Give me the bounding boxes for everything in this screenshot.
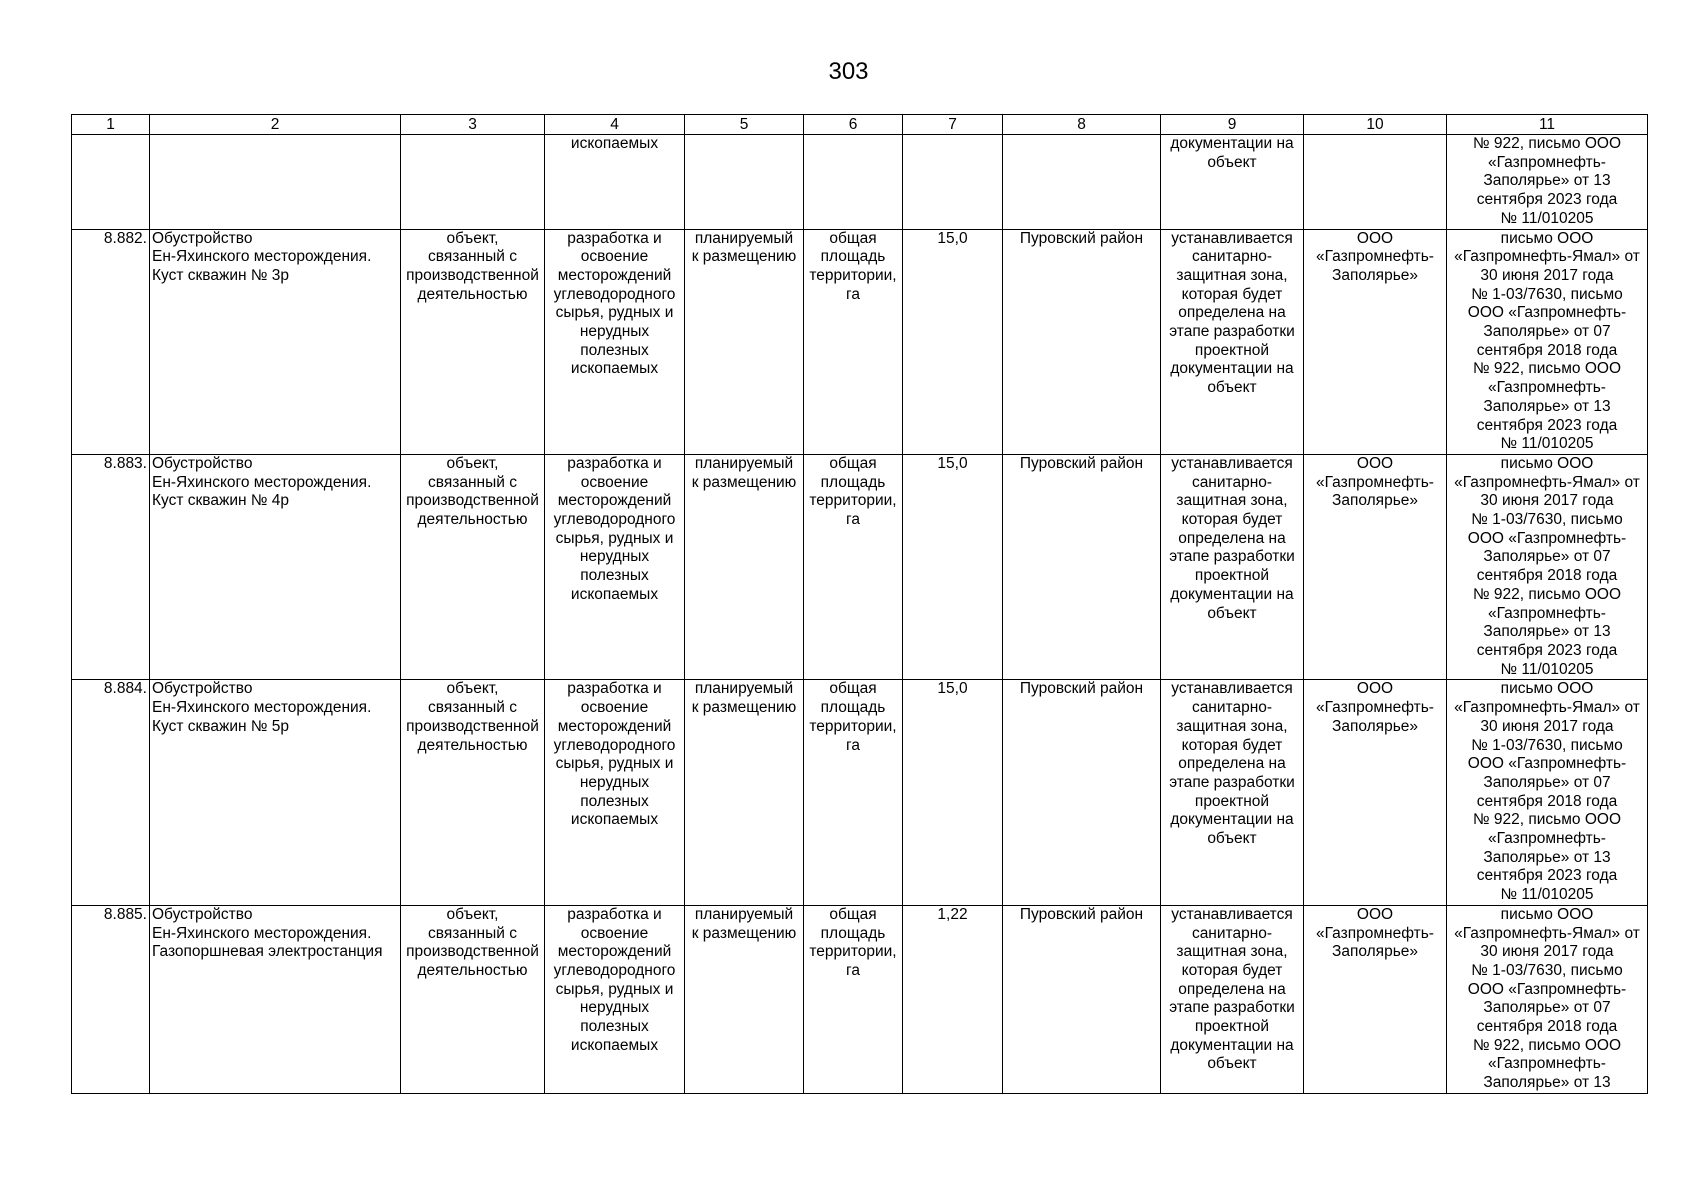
cell-line: ООО [1356,229,1394,247]
cell-line: № 1-03/7630, письмо [1471,511,1623,529]
cell-line: которая будет [1181,736,1283,754]
cell-line: планируемый [694,680,794,698]
cell-line: сентября 2023 года [1476,867,1618,885]
cell-line: нерудных [579,773,650,791]
cell-line: ООО [1356,905,1394,923]
cell-line: Ен-Яхинского месторождения. [152,473,372,491]
cell-line: этапе разработки [1169,548,1295,566]
cell-type [401,680,545,905]
cell-line: № 11/010205 [1500,209,1594,227]
cell-line: Заполярье» от 13 [1483,1074,1611,1092]
cell-line: сентября 2018 года [1476,792,1618,810]
continuation-row [72,135,1648,230]
cell-org [1304,135,1447,230]
cell-line: «Газпромнефть-Ямал» от [1454,473,1640,491]
cell-line: га [846,285,860,303]
table-row [72,454,1648,679]
cell-name [150,229,401,454]
cell-basis [1447,135,1648,230]
cell-line: объект [1207,379,1257,397]
cell-line: «Газпромнефть- [1488,1055,1606,1073]
cell-status [685,135,804,230]
cell-line: Ен-Яхинского месторождения. [152,699,372,717]
cell-line: связанный с [428,473,517,491]
cell-line: устанавливается [1171,229,1293,247]
cell-line: защитная зона, [1176,492,1288,510]
cell-line: полезных [580,567,649,585]
column-header: 11 [1447,115,1648,135]
cell-line: площадь [820,924,886,942]
cell-line: разработка и [567,680,662,698]
cell-line: нерудных [579,999,650,1017]
cell-value [903,135,1003,230]
cell-line: Заполярье» от 13 [1483,623,1611,641]
cell-line: Заполярье» от 07 [1483,773,1611,791]
cell-line: № 1-03/7630, письмо [1471,736,1623,754]
cell-line: определена на [1178,980,1286,998]
cell-line: га [846,961,860,979]
cell-line: сырья, рудных и [555,304,674,322]
cell-line: устанавливается [1171,905,1293,923]
column-number-row [72,115,1648,135]
cell-line: определена на [1178,304,1286,322]
cell-line: нерудных [579,323,650,341]
cell-line: полезных [580,1018,649,1036]
column-header: 6 [804,115,903,135]
cell-line: письмо ООО [1500,905,1594,923]
cell-line: № 922, письмо ООО [1472,811,1622,829]
cell-line: № 922, письмо ООО [1472,135,1622,152]
cell-line: Газопоршневая электростанция [152,943,383,961]
cell-line: этапе разработки [1169,323,1295,341]
cell-line: ископаемых [570,1036,659,1054]
cell-line: № 11/010205 [1500,886,1594,904]
cell-org [1304,905,1447,1093]
cell-location: Пуровский район [1003,454,1161,679]
cell-line: «Газпромнефть- [1488,379,1606,397]
cell-line: сентября 2023 года [1476,641,1618,659]
cell-line: объект, [446,905,499,923]
cell-line: территории, [809,717,897,735]
cell-org [1304,454,1447,679]
cell-number: 8.882. [72,229,150,454]
cell-line: которая будет [1181,961,1283,979]
cell-line: территории, [809,943,897,961]
cell-line: ООО «Газпромнефть- [1467,529,1627,547]
cell-line: проектной [1194,341,1270,359]
cell-purpose: ископаемых [545,135,685,230]
cell-basis [1447,229,1648,454]
cell-line: планируемый [694,229,794,247]
cell-line: Заполярье» от 07 [1483,999,1611,1017]
cell-line: «Газпромнефть- [1316,473,1434,491]
cell-status [685,229,804,454]
cell-zone [1161,680,1304,905]
cell-type [401,135,545,230]
cell-line: № 1-03/7630, письмо [1471,285,1623,303]
cell-line: освоение [580,473,649,491]
cell-line: проектной [1194,567,1270,585]
column-header: 8 [1003,115,1161,135]
column-header: 5 [685,115,804,135]
cell-line: 30 июня 2017 года [1480,266,1614,284]
cell-line: освоение [580,248,649,266]
cell-line: объект, [446,229,499,247]
cell-line: га [846,736,860,754]
cell-line: ООО «Газпромнефть- [1467,304,1627,322]
cell-line: сырья, рудных и [555,980,674,998]
cell-line: освоение [580,699,649,717]
cell-line: га [846,511,860,529]
cell-name [150,680,401,905]
table-row [72,229,1648,454]
cell-line: сентября 2018 года [1476,1018,1618,1036]
cell-line: сырья, рудных и [555,529,674,547]
cell-line: связанный с [428,699,517,717]
column-header: 3 [401,115,545,135]
cell-line: устанавливается [1171,680,1293,698]
column-header: 1 [72,115,150,135]
cell-line: ископаемых [570,585,659,603]
cell-line: проектной [1194,792,1270,810]
cell-org [1304,680,1447,905]
cell-line: № 922, письмо ООО [1472,1036,1622,1054]
cell-line: этапе разработки [1169,773,1295,791]
cell-line: сентября 2023 года [1476,191,1618,209]
cell-line: к размещению [691,699,797,717]
cell-line: деятельностью [417,511,528,529]
cell-line: освоение [580,924,649,942]
cell-line: устанавливается [1171,454,1293,472]
cell-line: разработка и [567,905,662,923]
cell-location: Пуровский район [1003,905,1161,1093]
cell-zone [1161,229,1304,454]
cell-line: документации на [1170,360,1294,378]
cell-line: ископаемых [570,360,659,378]
cell-purpose [545,680,685,905]
cell-line: Куст скважин № 5р [152,717,290,735]
cell-line: «Газпромнефть-Ямал» от [1454,699,1640,717]
cell-line: Заполярье» от 13 [1483,172,1611,190]
cell-value: 15,0 [903,229,1003,454]
cell-number: 8.884. [72,680,150,905]
cell-line: нерудных [579,548,650,566]
cell-line: Обустройство [152,680,253,698]
cell-status [685,454,804,679]
cell-line: Заполярье» [1331,266,1419,284]
cell-line: площадь [820,699,886,717]
cell-line: защитная зона, [1176,266,1288,284]
cell-line: № 11/010205 [1500,660,1594,678]
cell-value: 1,22 [903,905,1003,1093]
cell-line: Ен-Яхинского месторождения. [152,924,372,942]
cell-line: «Газпромнефть- [1316,924,1434,942]
cell-value: 15,0 [903,454,1003,679]
cell-line: 30 июня 2017 года [1480,943,1614,961]
cell-characteristic [804,135,903,230]
cell-line: общая [829,454,877,472]
cell-line: ООО «Газпромнефть- [1467,980,1627,998]
cell-line: 30 июня 2017 года [1480,717,1614,735]
cell-name [150,454,401,679]
cell-org [1304,229,1447,454]
cell-line: Куст скважин № 3р [152,266,290,284]
column-header: 4 [545,115,685,135]
cell-line: защитная зона, [1176,943,1288,961]
cell-name [150,905,401,1093]
cell-line: «Газпромнефть-Ямал» от [1454,248,1640,266]
cell-line: санитарно- [1191,924,1273,942]
cell-line: общая [829,229,877,247]
cell-line: № 922, письмо ООО [1472,585,1622,603]
cell-line: Заполярье» [1331,717,1419,735]
cell-line: защитная зона, [1176,717,1288,735]
cell-line: которая будет [1181,511,1283,529]
cell-line: объект [1207,604,1257,622]
cell-line: деятельностью [417,961,528,979]
cell-line: связанный с [428,248,517,266]
page-number: 303 [828,58,869,85]
cell-line: Заполярье» [1331,492,1419,510]
cell-line: № 1-03/7630, письмо [1471,961,1623,979]
cell-line: общая [829,680,877,698]
cell-line: Заполярье» от 13 [1483,848,1611,866]
column-header: 10 [1304,115,1447,135]
cell-line: документации на [1170,585,1294,603]
cell-number: 8.883. [72,454,150,679]
cell-line: санитарно- [1191,248,1273,266]
cell-line: Обустройство [152,905,253,923]
cell-line: определена на [1178,529,1286,547]
column-header: 9 [1161,115,1304,135]
cell-line: объект, [446,454,499,472]
cell-line: площадь [820,248,886,266]
cell-line: определена на [1178,755,1286,773]
cell-line: деятельностью [417,285,528,303]
cell-number: 8.885. [72,905,150,1093]
cell-basis [1447,454,1648,679]
cell-purpose [545,229,685,454]
cell-line: месторождений [557,266,672,284]
cell-line: ООО [1356,680,1394,698]
cell-location: Пуровский район [1003,229,1161,454]
cell-line: полезных [580,341,649,359]
cell-line: Заполярье» от 13 [1483,397,1611,415]
cell-line: объект [1207,830,1257,848]
cell-line: объект [1207,1055,1257,1073]
cell-line: документации на [1170,1036,1294,1054]
cell-line: общая [829,905,877,923]
cell-line: месторождений [557,943,672,961]
cell-line: углеводородного [553,961,676,979]
cell-line: производственной [406,266,539,284]
cell-status [685,905,804,1093]
cell-value: 15,0 [903,680,1003,905]
cell-location [1003,135,1161,230]
table-row [72,680,1648,905]
column-header: 2 [150,115,401,135]
cell-line: полезных [580,792,649,810]
cell-characteristic [804,905,903,1093]
cell-name [150,135,401,230]
cell-line: № 922, письмо ООО [1472,360,1622,378]
cell-characteristic [804,454,903,679]
cell-line: санитарно- [1191,473,1273,491]
cell-line: Обустройство [152,454,253,472]
cell-line: планируемый [694,454,794,472]
cell-line: «Газпромнефть- [1488,604,1606,622]
cell-type [401,905,545,1093]
cell-line: документации на [1170,135,1294,152]
column-header: 7 [903,115,1003,135]
cell-type [401,229,545,454]
cell-line: сентября 2023 года [1476,416,1618,434]
cell-line: производственной [406,717,539,735]
cell-line: «Газпромнефть- [1316,699,1434,717]
cell-line: площадь [820,473,886,491]
cell-line: углеводородного [553,736,676,754]
cell-characteristic [804,229,903,454]
cell-line: деятельностью [417,736,528,754]
cell-line: сырья, рудных и [555,755,674,773]
cell-line: ООО [1356,454,1394,472]
cell-line: территории, [809,266,897,284]
cell-line: «Газпромнефть- [1488,153,1606,171]
cell-line: производственной [406,492,539,510]
cell-purpose [545,905,685,1093]
cell-line: ООО «Газпромнефть- [1467,755,1627,773]
cell-line: Заполярье» от 07 [1483,548,1611,566]
cell-line: письмо ООО [1500,680,1594,698]
cell-line: углеводородного [553,511,676,529]
table-row [72,905,1648,1093]
cell-number [72,135,150,230]
cell-line: № 11/010205 [1500,435,1594,453]
cell-line: документации на [1170,811,1294,829]
cell-zone [1161,454,1304,679]
cell-basis [1447,680,1648,905]
cell-line: «Газпромнефть-Ямал» от [1454,924,1640,942]
cell-line: которая будет [1181,285,1283,303]
cell-line: Ен-Яхинского месторождения. [152,248,372,266]
cell-line: сентября 2018 года [1476,567,1618,585]
cell-line: к размещению [691,924,797,942]
cell-line: к размещению [691,473,797,491]
cell-line: сентября 2018 года [1476,341,1618,359]
cell-basis [1447,905,1648,1093]
cell-line: Куст скважин № 4р [152,492,290,510]
cell-line: углеводородного [553,285,676,303]
cell-line: планируемый [694,905,794,923]
cell-line: объект, [446,680,499,698]
cell-line: разработка и [567,229,662,247]
cell-line: Обустройство [152,229,253,247]
cell-line: «Газпромнефть- [1316,248,1434,266]
cell-line: этапе разработки [1169,999,1295,1017]
cell-characteristic [804,680,903,905]
cell-line: проектной [1194,1018,1270,1036]
cell-purpose [545,454,685,679]
cell-line: месторождений [557,492,672,510]
cell-line: производственной [406,943,539,961]
cell-line: связанный с [428,924,517,942]
cell-line: Заполярье» от 07 [1483,323,1611,341]
cell-location: Пуровский район [1003,680,1161,905]
cell-line: разработка и [567,454,662,472]
cell-line: территории, [809,492,897,510]
cell-line: 30 июня 2017 года [1480,492,1614,510]
cell-type [401,454,545,679]
cell-line: санитарно- [1191,699,1273,717]
cell-line: месторождений [557,717,672,735]
objects-table [71,114,1648,1094]
cell-status [685,680,804,905]
cell-zone [1161,135,1304,230]
cell-line: «Газпромнефть- [1488,830,1606,848]
cell-line: письмо ООО [1500,229,1594,247]
cell-line: к размещению [691,248,797,266]
cell-zone [1161,905,1304,1093]
cell-line: Заполярье» [1331,943,1419,961]
cell-line: ископаемых [570,811,659,829]
cell-line: письмо ООО [1500,454,1594,472]
cell-line: объект [1207,153,1257,171]
